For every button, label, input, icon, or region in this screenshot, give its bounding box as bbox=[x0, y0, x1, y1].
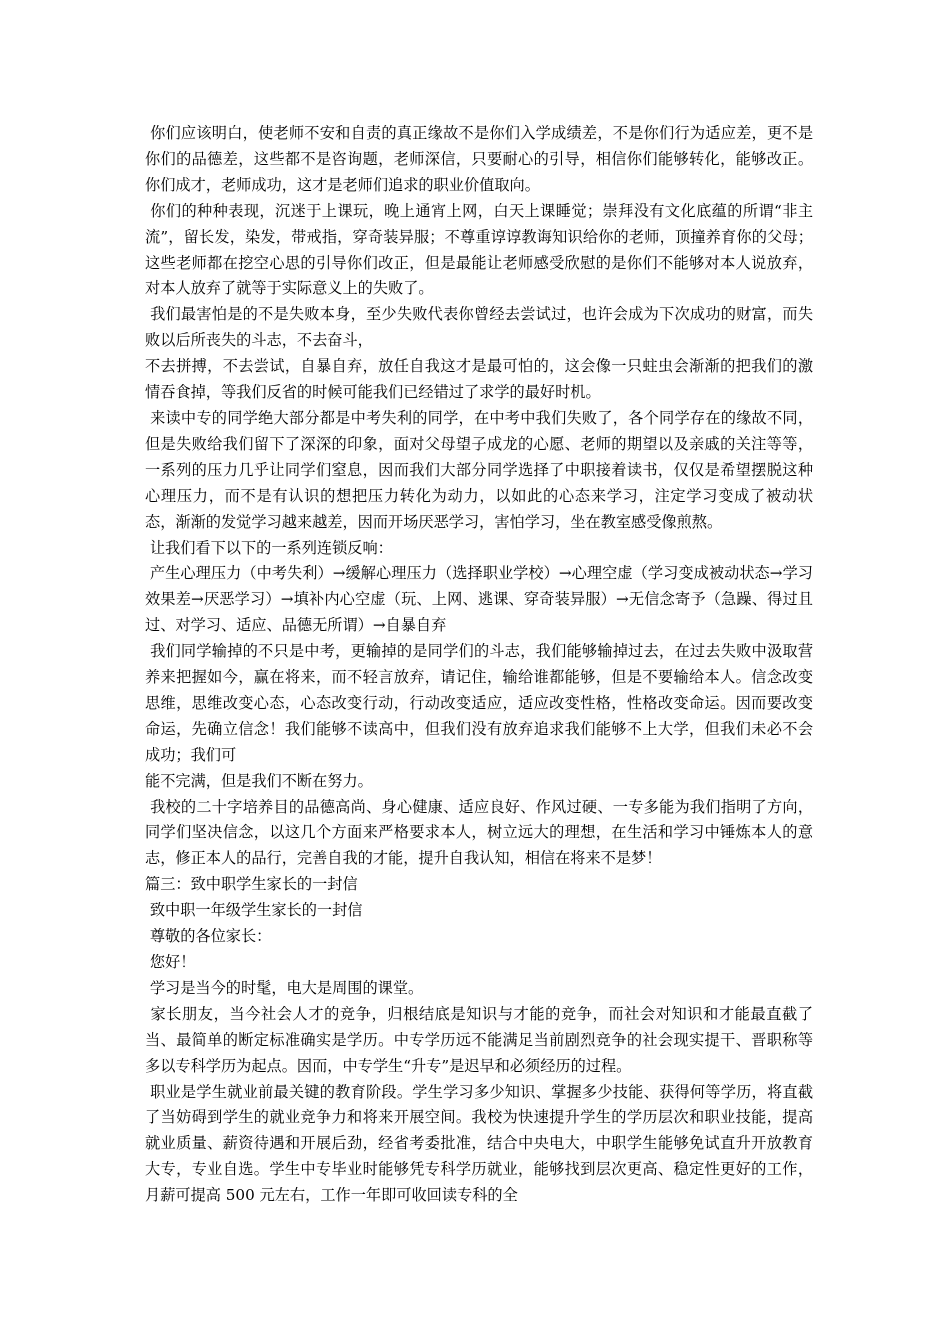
paragraph-belief: 我们同学输掉的不只是中考，更输掉的是同学们的斗志，我们能够输掉过去，在过去失败中汲取营养来把握如今，赢在将来，而不轻言放弃，请记住，输给谁都能够，但是不要输给本人。信念改变思维，思维改变心态，心态改变行动，行动改变适应，适应改变性格，性格改变命运。因而要改变命运，先确立信念！我们能够不读高中，但我们没有放弃追求我们能够不上大学，但我们未必不会成功；我们可 bbox=[145, 642, 814, 764]
paragraph-school-goals: 我校的二十字培养目的品德高尚、身心健康、适应良好、作风过硬、一专多能为我们指明了方向，同学们坚决信念，以这几个方面来严格要求本人，树立远大的理想，在生活和学习中锤炼本人的意志，修正本人的品行，完善自我的才能，提升自我认知，相信在将来不是梦！ bbox=[145, 797, 814, 868]
paragraph-learning-trend: 学习是当今的时髦，电大是周围的课堂。 bbox=[145, 978, 424, 997]
paragraph-competition: 家长朋友，当今社会人才的竞争，归根结底是知识与才能的竞争，而社会对知识和才能最直截了当、最简单的断定标准确实是学历。中专学历远不能满足当前剧烈竞争的社会现实提干、晋职称等多以专科学历为起点。因而，中专学生“升专”是迟早和必须经历的过程。 bbox=[145, 1004, 814, 1075]
paragraph-student-behaviors: 你们的种种表现，沉迷于上课玩，晚上通宵上网，白天上课睡觉；崇拜没有文化底蕴的所谓“非主流”，留长发，染发，带戒指，穿奇装异服；不尊重谆谆教诲知识给你的老师，顶撞养育你的父母；这些老师都在挖空心思的引导你们改正，但是最能让老师感受欣慰的是你们不能够对本人说放弃，对本人放弃了就等于实际意义上的失败了。 bbox=[145, 201, 814, 298]
letter-greeting: 您好！ bbox=[145, 953, 196, 971]
letter-salutation: 尊敬的各位家长： bbox=[145, 927, 272, 946]
paragraph-belief-continued: 能不完满，但是我们不断在努力。 bbox=[145, 771, 373, 790]
paragraph-fear-of-failure: 我们最害怕是的不是失败本身，至少失败代表你曾经去尝试过，也许会成为下次成功的财富，而失败以后所丧失的斗志，不去奋斗， bbox=[145, 305, 814, 350]
section-heading-chapter-three: 篇三：致中职学生家长的一封信 bbox=[145, 875, 358, 894]
paragraph-teacher-concern: 你们应该明白，使老师不安和自责的真正缘故不是你们入学成绩差，不是你们行为适应差，更不是你们的品德差，这些都不是咨询题，老师深信，只要耐心的引导，相信你们能够转化，能够改正。你们成才，老师成功，这才是老师们追求的职业价值取向。 bbox=[145, 124, 814, 194]
paragraph-vocational-stage: 职业是学生就业前最关键的教育阶段。学生学习多少知识、掌握多少技能、获得何等学历，将直截了当妨碍到学生的就业竞争力和将来开展空间。我校为快速提升学生的学历层次和职业技能，提高就业质量、薪资待遇和开展后劲，经省考委批准，结合中央电大，中职学生能够免试直升开放教育大专，专业自选。学生中专毕业时能够凭专科学历就业，能够找到层次更高、稳定性更好的工作，月薪可提高 500 元左右，工作一年即可收回读专科的全 bbox=[145, 1082, 814, 1205]
letter-title: 致中职一年级学生家长的一封信 bbox=[145, 901, 363, 920]
paragraph-self-abandonment: 不去拼搏，不去尝试，自暴自弃，放任自我这才是最可怕的，这会像一只蛀虫会渐渐的把我们的激情吞食掉，等我们反省的时候可能我们已经错过了求学的最好时机。 bbox=[145, 357, 813, 402]
paragraph-exam-failure: 来读中专的同学绝大部分都是中考失利的同学，在中考中我们失败了，各个同学存在的缘故不同，但是失败给我们留下了深深的印象，面对父母望子成龙的心愿、老师的期望以及亲戚的关注等等，一系列的压力几乎让同学们窒息，因而我们大部分同学选择了中职接着读书，仅仅是希望摆脱这种心理压力，而不是有认识的想把压力转化为动力，以如此的心态来学习，注定学习变成了被动状态，渐渐的发觉学习越来越差，因而开场厌恶学习，害怕学习，坐在教室感受像煎熬。 bbox=[145, 408, 814, 531]
paragraph-chain-reaction: 产生心理压力（中考失利）→缓解心理压力（选择职业学校）→心理空虚（学习变成被动状态→学习效果差→厌恶学习）→填补内心空虚（玩、上网、逃课、穿奇装异服）→无信念寄予（急躁、得过且过、对学习、适应、品德无所谓）→自暴自弃 bbox=[145, 564, 813, 635]
paragraph-chain-reaction-intro: 让我们看下以下的一系列连锁反响： bbox=[145, 538, 393, 557]
document-page bbox=[145, 121, 813, 1209]
